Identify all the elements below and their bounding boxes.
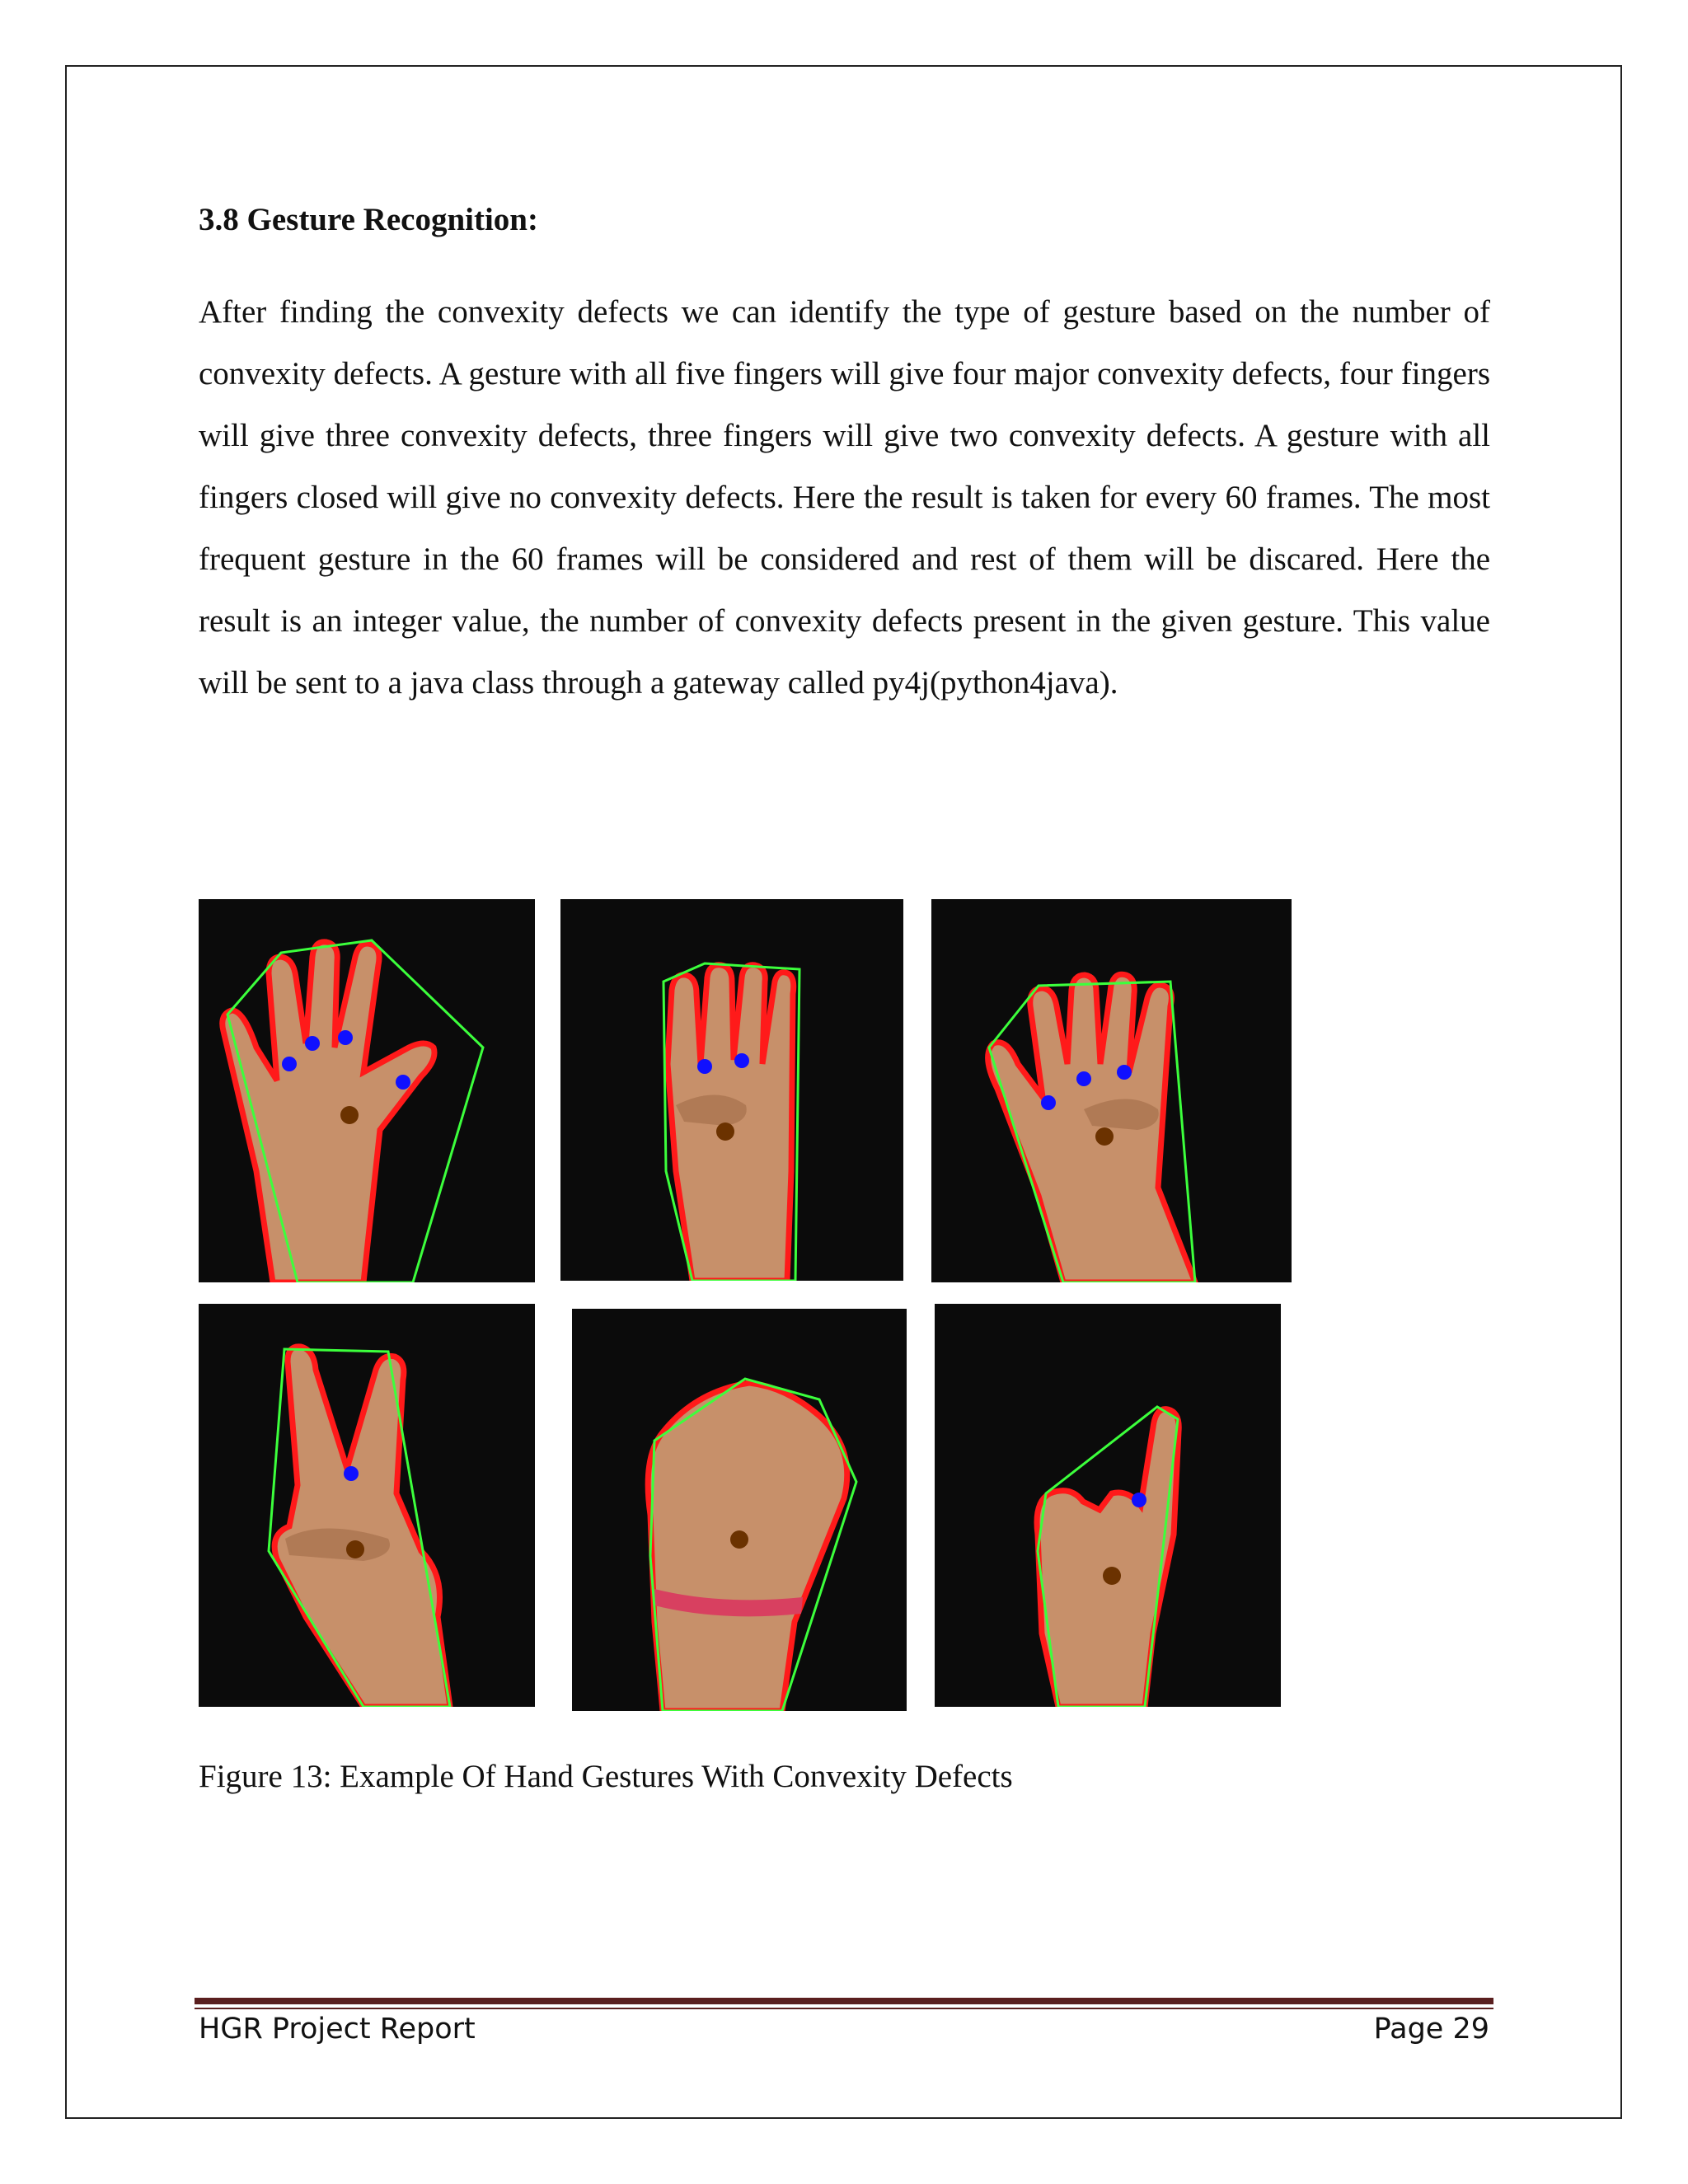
gesture-illustration — [560, 899, 903, 1281]
section-heading: 3.8 Gesture Recognition: — [199, 202, 538, 237]
gesture-image-fist — [572, 1309, 907, 1711]
gesture-image-four-fingers-alt — [931, 899, 1292, 1282]
gesture-illustration — [931, 899, 1292, 1282]
gesture-image-four-fingers — [560, 899, 903, 1281]
gesture-image-five-fingers — [199, 899, 535, 1282]
footer-report-title: HGR Project Report — [199, 2013, 476, 2046]
footer-rule — [195, 1998, 1493, 2004]
figure-caption: Figure 13: Example Of Hand Gestures With Convexity Defects — [199, 1759, 1013, 1794]
gesture-image-two-fingers — [199, 1304, 535, 1707]
gesture-image-one-finger — [935, 1304, 1281, 1707]
gesture-illustration — [199, 1304, 535, 1707]
footer-rule-thin — [195, 2008, 1493, 2009]
gesture-illustration — [935, 1304, 1281, 1707]
footer-page-number: Page 29 — [1373, 2013, 1489, 2046]
gesture-illustration — [572, 1309, 907, 1711]
section-paragraph: After finding the convexity defects we can identify the type of gesture based on the number of convexity defects. A gesture with all five fingers will give four major convexity defects, four fingers will give three convexity defects, three fingers will give two convexity defects. A gesture with all fingers closed will give no convexity defects. Here the result is taken for every 60 frames. The most frequent gesture in the 60 frames will be considered and rest of them will be discared. Here the result is an integer value, the number of convexity defects present in the given gesture. This value will be sent to a java class through a gateway called py4j(python4java). — [199, 294, 1490, 701]
gesture-illustration — [199, 899, 535, 1282]
